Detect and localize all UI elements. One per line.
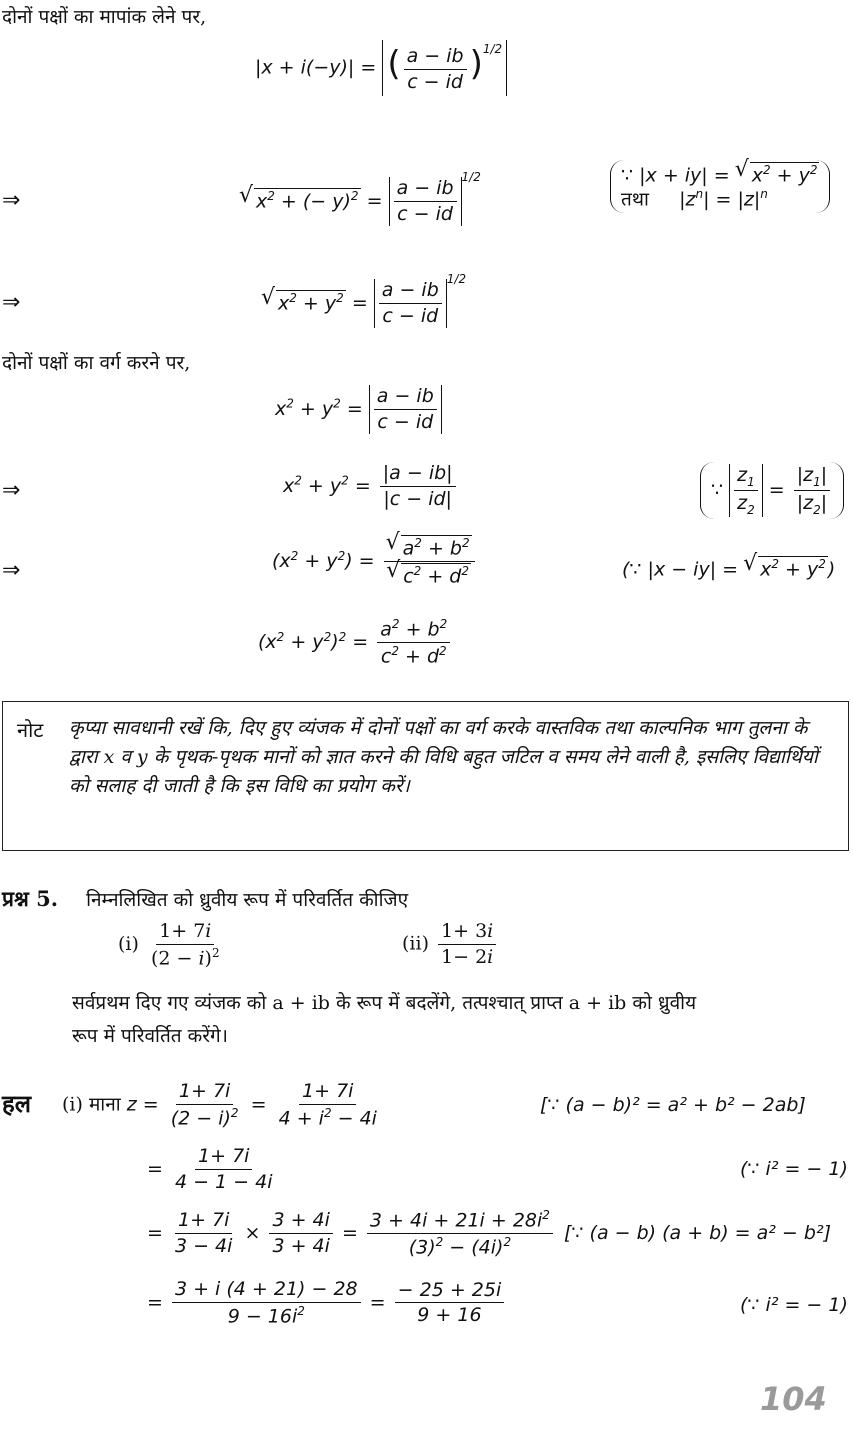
note-box (2, 701, 849, 851)
reason-1: [∵ (a − b)² = a² + b² − 2ab] (540, 1094, 806, 1116)
question-part-i: (i) $\frac{1+ 7i}{(2 - i)^2}$ (118, 920, 220, 970)
reason-modulus-property: ∵ |x + iy| = √ $x^2 + y^2$ तथा $|z^n| = |z|^n$ (610, 160, 830, 213)
solution-step-4: = $\frac{3 + i (4 + 21) - 28}{9 - 16i^2}$ = $\frac{- 25 + 25i}{9 + 16}$ (147, 1278, 507, 1328)
equation-sqrt-1: √ $x^2$ + (− y)$^2$ = $\frac{a - ib}{c - id}$ $^{1/2}$ (240, 170, 481, 226)
reason-2: (∵ i² = − 1) (740, 1158, 848, 1180)
equation-squared-1: $x^2 + y^2$ = $\frac{a - ib}{c - id}$ (275, 385, 442, 434)
page-number: 104 (760, 1380, 827, 1418)
implies-arrow-3: ⇒ (2, 478, 21, 503)
equation-final: $(x^2 + y^2)^2$ = $\frac{a^2 + b^2}{c^2 + d^2}$ (258, 617, 453, 668)
implies-arrow-2: ⇒ (2, 290, 21, 315)
equation-modulus-1: |x + i(−y)| = ( $\frac{a - ib}{c - id}$ )$^{1/2}$ (255, 40, 507, 96)
solution-step-3: = $\frac{1+ 7i}{3 - 4i}$ × $\frac{3 + 4i}{3 + 4i}$ = $\frac{3 + 4i + 21i + 28i^2}{(3)^2 - (4i)^2}$ (147, 1208, 556, 1259)
question-text: निम्नलिखित को ध्रुवीय रूप में परिवर्तित कीजिए (86, 889, 409, 911)
equation-sqrt-fraction: $(x^2 + y^2)$ = √ $a^2 + b^2$ √ $c^2 + d^2$ (272, 535, 478, 588)
equation-sqrt-2: √ $x^2 + y^2$ = $\frac{a - ib}{c - id}$ $^{1/2}$ (262, 272, 466, 328)
square-line: दोनों पक्षों का वर्ग करने पर, (2, 352, 191, 374)
equation-squared-2: $x^2 + y^2$ = $\frac{|a - ib|}{|c - id|}$ (283, 462, 459, 511)
question-part-i-label: (i) (118, 932, 139, 955)
tatha-label: तथा (621, 188, 649, 211)
reason-conjugate-modulus: (∵ |x − iy| = √ $x^2 + y^2$ ) (622, 556, 835, 581)
implies-arrow-4: ⇒ (2, 558, 21, 583)
instruction-line-2: रूप में परिवर्तित करेंगे। (72, 1025, 228, 1047)
reason-3: [∵ (a − b) (a + b) = a² − b²] (564, 1222, 831, 1244)
reason-quotient-modulus: ∵ $\frac{z_1}{z_2}$ = $\frac{|z_1|}{|z_2|}$ (700, 462, 844, 519)
question-label: प्रश्न 5. (2, 886, 59, 911)
solution-part-i: (i) माना (62, 1093, 121, 1116)
solution-step-2: = $\frac{1+ 7i}{4 - 1 - 4i}$ (147, 1145, 273, 1193)
question-part-ii-label: (ii) (402, 932, 429, 955)
note-text: कृप्या सावधानी रखें कि, दिए हुए व्यंजक में दोनों पक्षों का वर्ग करके वास्तविक तथा काल्पनिक भाग तुलना के द्वारा x व y के पृथक-पृथक मानों को ज्ञात करने की विधि बहुत जटिल व समय लेने वाली है, इसलिए विद्यार्थियों को सलाह दी जाती है कि इस विधि का प्रयोग करें। (69, 717, 818, 797)
question-part-ii: (ii) $\frac{1+ 3i}{1- 2i}$ (402, 920, 499, 969)
solution-step-1: (i) माना z = $\frac{1+ 7i}{(2 - i)^2}$ = $\frac{1+ 7i}{4 + i^2 - 4i}$ (62, 1080, 377, 1130)
intro-line: दोनों पक्षों का मापांक लेने पर, (2, 6, 207, 28)
note-label: नोट (17, 718, 44, 742)
instruction-line-1: सर्वप्रथम दिए गए व्यंजक को a + ib के रूप में बदलेंगे, तत्पश्चात् प्राप्त a + ib को ध्रुवीय (72, 992, 697, 1014)
reason-4: (∵ i² = − 1) (740, 1294, 848, 1316)
implies-arrow-1: ⇒ (2, 188, 21, 213)
question-heading (2, 886, 408, 912)
solution-label: हल (2, 1089, 32, 1118)
